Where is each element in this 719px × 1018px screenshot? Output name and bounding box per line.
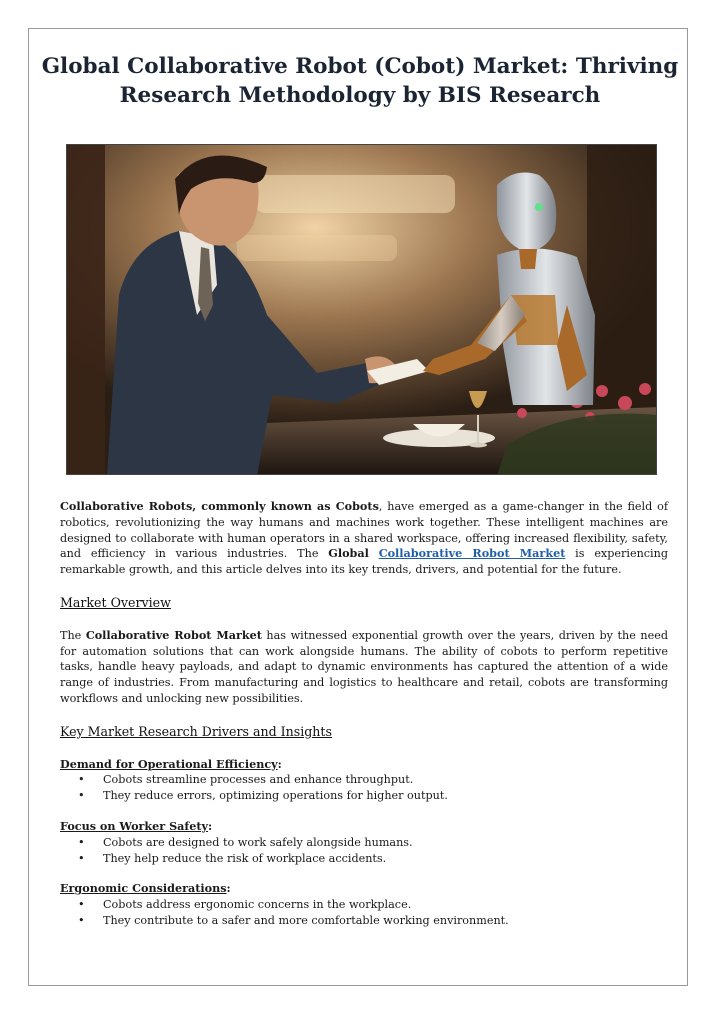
list-item: • Cobots address ergonomic concerns in the workplace. — [103, 897, 668, 913]
driver-colon: : — [226, 881, 231, 896]
hero-illustration — [67, 145, 657, 475]
overview-text-2: has witnessed exponential growth over the years, driven by the need for automation solutions that can work alongside humans. The ability of cobots to perform repetitive tasks, handle heavy payloads, and adapt to dynamic environments has captured the attention of a wide range of industries. From manufacturing and logistics to healthcare and retail, cobots are transforming workflows and unlocking new possibilities. — [60, 628, 668, 705]
list-item: • They help reduce the risk of workplace accidents. — [103, 851, 668, 867]
intro-bold-global: Global — [328, 546, 369, 561]
market-overview-heading: Market Overview — [60, 594, 171, 610]
overview-bold: Collaborative Robot Market — [85, 627, 262, 642]
intro-paragraph — [60, 499, 668, 578]
driver-colon: : — [208, 818, 213, 833]
collaborative-robot-market-link[interactable]: Collaborative Robot Market — [378, 546, 566, 561]
driver-group-title — [60, 757, 668, 773]
driver-title-efficiency: Demand for Operational Efficiency — [60, 756, 278, 771]
list-item: • They reduce errors, optimizing operations for higher output. — [103, 788, 668, 804]
intro-text-1: , have emerged as a game-changer in the field of robotics, revolutionizing the way humans and machines work together. These intelligent machines are designed to collaborate with human operators in a shared workspace, offering increased flexibility, safety, and efficiency in various industries. The — [60, 500, 668, 561]
driver-title-safety: Focus on Worker Safety — [60, 818, 209, 833]
driver-list-safety — [60, 835, 668, 867]
overview-text-1: The — [60, 628, 86, 642]
drivers-heading: Key Market Research Drivers and Insights — [60, 723, 332, 739]
driver-group-title — [60, 819, 668, 835]
list-item: • Cobots streamline processes and enhance throughput. — [103, 772, 668, 788]
page-title: Global Collaborative Robot (Cobot) Market: Thriving Research Methodology by BIS Research — [41, 54, 679, 108]
driver-group-title — [60, 881, 668, 897]
driver-colon: : — [277, 756, 282, 771]
intro-bold-lead: Collaborative Robots, commonly known as Cobots — [60, 499, 379, 513]
list-item: • They contribute to a safer and more comfortable working environment. — [103, 913, 668, 929]
list-item: • Cobots are designed to work safely alongside humans. — [103, 835, 668, 851]
hero-image — [66, 144, 657, 475]
intro-text-2: is experiencing remarkable growth, and this article delves into its key trends, drivers, and potential for the future. — [60, 547, 668, 577]
article-body — [60, 499, 668, 929]
driver-list-ergonomic — [60, 897, 668, 929]
market-overview-paragraph — [60, 628, 668, 707]
driver-list-efficiency — [60, 772, 668, 804]
driver-title-ergonomic: Ergonomic Considerations — [60, 881, 227, 896]
